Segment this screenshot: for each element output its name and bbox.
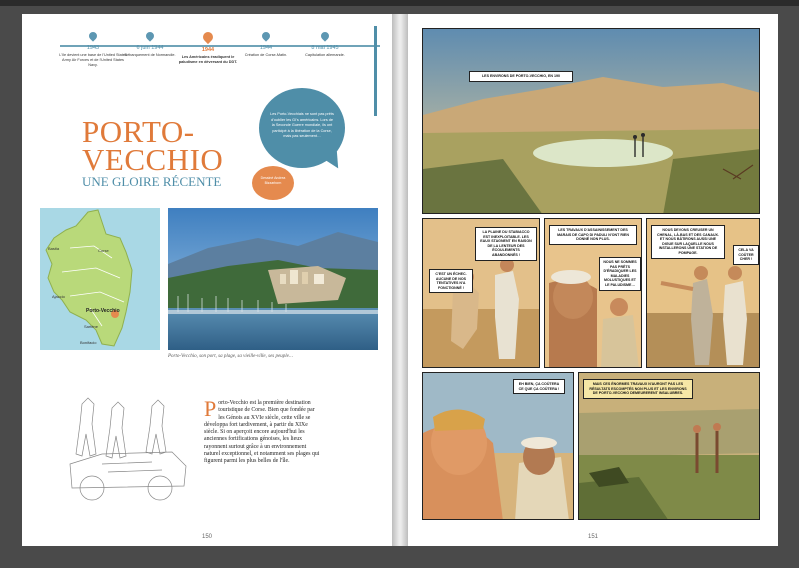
page-number-left: 150 <box>201 534 212 540</box>
timeline-desc: Création de Corse-Matin. <box>244 53 288 57</box>
page-title-line1: PORTO- <box>82 114 195 149</box>
credit-badge: Dessiné Andrea Bizzarborn <box>252 166 294 200</box>
map-pin-icon <box>144 30 155 41</box>
map-pin-icon <box>319 30 330 41</box>
map-pin-icon <box>87 30 98 41</box>
comic-panel-4 <box>646 218 760 368</box>
comic-caption-3b: NOUS NE SOMMES PAS PRÊTS D'ÉRADIQUER LES MALADIES MOLUSTIQUES ET LE PALUDISME… <box>599 257 641 291</box>
timeline-date: 1943 <box>86 45 100 51</box>
comic-panel-2 <box>422 218 540 368</box>
book-spine <box>392 14 408 546</box>
timeline-date: 1944 <box>201 47 215 53</box>
comic-caption-3a: LES TRAVAUX D'ASSAINISSEMENT DES MARAIS DE CAPO DI PADULI N'ONT RIEN DONNÉ NON PLUS. <box>549 225 637 245</box>
comic-caption-2b: C'EST UN ÉCHEC. AUCUNE DE NOS TENTATIVES N'A FONCTIONNÉ ! <box>429 269 473 293</box>
map-label-bonifacio: Bonifacio <box>80 340 97 345</box>
map-pin-icon <box>201 30 215 44</box>
corsica-map-graphic <box>40 208 160 350</box>
corsica-map <box>40 208 160 350</box>
timeline-date: 6 juin 1944 <box>136 45 164 51</box>
timeline-desc: L'île devient une base de l'United States Army Air Forces et de l'United States Navy. <box>59 53 127 67</box>
jeep-sketch-illustration <box>62 394 192 504</box>
right-page <box>408 14 778 546</box>
timeline-date: 8 mai 1945 <box>311 45 339 51</box>
comic-caption-2a: LA PLAINE DU STABIACCO EST INEXPLOITABLE. LES EAUX STAGNENT EN RAISON DE LA LENTEUR DES ÉCOULEMENTS ABANDONNÉS ! <box>475 227 537 261</box>
map-label-ajaccio: Ajaccio <box>52 294 65 299</box>
page-subtitle: UNE GLOIRE RÉCENTE <box>82 174 222 189</box>
map-label-bastia: Bastia <box>48 246 60 251</box>
comic-panel-6 <box>578 372 760 520</box>
body-paragraph <box>204 396 322 466</box>
drop-cap: P <box>204 396 217 421</box>
comic-caption-6: MAIS CES ÉNORMES TRAVAUX N'AURONT PAS LES RÉSULTATS ESCOMPTÉS NON PLUS ET LES ENVIRONS DE PORTO-VECCHIO DEMEURERENT INSALUBRES. <box>583 379 693 399</box>
comic-caption-4a: NOUS DEVONS CREUSER UN CHENAL, LÀ-BAS ET DES CANAUX. ET NOUS BÂTIRONS AUSSI UNE DIGUE SUR LAQUELLE NOUS INSTALLERONS UNE STATION DE POMPAGE. <box>651 225 725 259</box>
comic-panel-3 <box>544 218 642 368</box>
portrait-men-art <box>423 373 574 520</box>
timeline-desc: Débarquement de Normandie. <box>124 53 176 57</box>
page-title-line2: VECCHIO <box>82 142 224 177</box>
porto-vecchio-photo <box>168 208 378 350</box>
comic-caption-4b: CELA VA COÛTER CHER ! <box>733 245 759 265</box>
map-label-sartene: Sartène <box>84 324 99 329</box>
timeline-accent-bar <box>374 26 377 116</box>
body-text: orto-Vecchio est la première destination touristique de Corse. Bien que fondée par les Génois au XVIe siècle, cette ville se développa fort tardivement, à partir du XIXe siècle. Si on aperçoit encore aujourd'hui les anciennes fortifications génoises, les lieux rayonnent surtout grâce à un environnement naturel exceptionnel, et notamment ses plages qui figurent parmi les plus belles de l'île. <box>204 400 320 465</box>
comic-panel-1 <box>422 28 760 214</box>
left-page <box>22 14 392 546</box>
timeline-item-5 <box>290 32 360 58</box>
map-label-corse: Corse <box>98 248 109 253</box>
comic-caption-5: EH BIEN, ÇA COÛTERA CE QUE ÇA COÛTERA ! <box>513 379 565 394</box>
speech-bubble: Les Porto-Vecchiais ne sont pas prêts d'oublier les GI's américains. Lors de la Seconde Guerre mondiale, ils ont participé à la libération de la Corse, mais pas seulement… <box>259 88 345 168</box>
photo-caption: Porto-Vecchio, son port, sa plage, sa vieille-ville, ses peuple… <box>168 354 294 359</box>
viewer-top-bar <box>0 0 799 6</box>
town-photo <box>168 208 378 350</box>
marsh-landscape-art <box>423 29 760 214</box>
comic-caption-1: LES ENVIRONS DE PORTO-VECCHIO, EN 190 <box>469 71 573 82</box>
map-pin-icon <box>260 30 271 41</box>
page-number-right: 151 <box>587 534 598 540</box>
timeline-desc: Capitulation allemande. <box>305 53 345 57</box>
timeline-date: 1944 <box>259 45 273 51</box>
comic-panel-5 <box>422 372 574 520</box>
timeline-desc: Les Américains éradiquent le paludisme en déversant du DDT. <box>178 55 238 64</box>
map-label-porto-vecchio: Porto-Vecchio <box>86 308 120 314</box>
